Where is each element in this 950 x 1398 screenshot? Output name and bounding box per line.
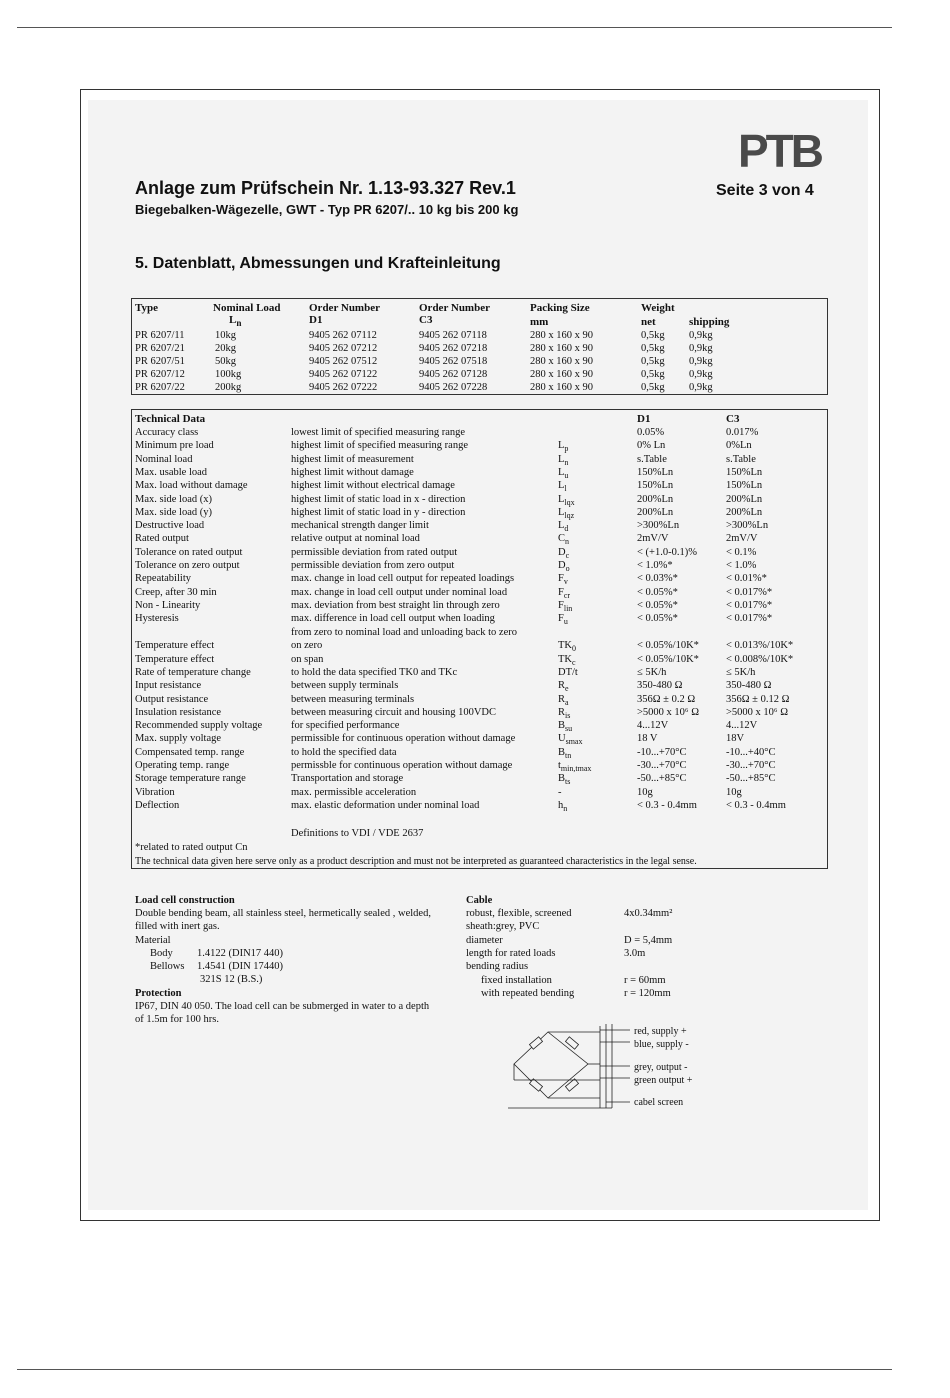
- tech-desc: max. change in load cell output for repeated loadings: [291, 573, 515, 585]
- construction-line2: filled with inert gas.: [135, 921, 220, 932]
- cable-diameter-label: diameter: [466, 935, 503, 946]
- cable-line1-value: 4x0.34mm²: [624, 908, 673, 919]
- technical-col-d1: D1: [637, 413, 651, 425]
- tech-name: Max. supply voltage: [135, 733, 222, 745]
- tech-d1: < 0.05%/10K*: [637, 640, 699, 652]
- tech-desc: from zero to nominal load and unloading back to zero: [291, 626, 517, 638]
- tech-c3: 2mV/V: [726, 533, 758, 545]
- bridge-diamond: [514, 1032, 588, 1098]
- tech-c3: >300%Ln: [726, 520, 769, 532]
- tech-symbol-main: t: [558, 760, 561, 771]
- tech-name: Rate of temperature change: [135, 666, 251, 678]
- tech-c3: s.Table: [726, 453, 756, 465]
- tech-desc: lowest limit of specified measuring range: [291, 427, 466, 438]
- types-cell-weight-shipping: 0,9kg: [689, 382, 713, 393]
- types-cell-weight-net: 0,5kg: [641, 356, 665, 367]
- tech-d1: 150%Ln: [637, 480, 674, 492]
- tech-c3: < 0.3 - 0.4mm: [726, 799, 786, 811]
- tech-symbol-sub: u: [563, 617, 568, 627]
- types-cell-order-d1: 9405 262 07222: [309, 382, 378, 393]
- tech-d1: < 0.3 - 0.4mm: [637, 799, 697, 811]
- col-packing-sub: mm: [530, 316, 549, 328]
- tech-desc: highest limit of measurement: [291, 453, 414, 465]
- tech-name: Operating temp. range: [135, 760, 230, 771]
- tech-symbol-main: TK: [558, 640, 572, 652]
- tech-c3: < 0.017%*: [726, 613, 773, 625]
- tech-symbol-main: F: [558, 613, 564, 625]
- col-order-c3-header: Order Number: [419, 302, 490, 314]
- tech-desc: between supply terminals: [291, 680, 399, 692]
- tech-c3: < 0.008%/10K*: [726, 653, 794, 665]
- tech-c3: < 0.1%: [726, 546, 757, 558]
- cable-length-value: 3.0m: [624, 948, 646, 959]
- tech-d1: < 0.05%*: [637, 586, 678, 598]
- tech-symbol-main: D: [558, 546, 566, 558]
- document-title: Anlage zum Prüfschein Nr. 1.13-93.327 Rev.1: [135, 178, 516, 198]
- tech-symbol-main: -: [558, 786, 562, 798]
- tech-desc: permissible for continuous operation without damage: [291, 733, 516, 745]
- cable-line1: robust, flexible, screened: [466, 908, 572, 919]
- ptb-logo: PTB: [738, 125, 821, 177]
- tech-symbol-main: C: [558, 533, 566, 545]
- tech-symbol-sub: is: [565, 710, 571, 720]
- tech-name: Rated output: [135, 533, 189, 545]
- types-cell-packing-size: 280 x 160 x 90: [530, 382, 593, 393]
- tech-name: Max. side load (y): [135, 506, 212, 518]
- types-cell-type: PR 6207/11: [135, 330, 185, 341]
- tech-desc: permissible deviation from zero output: [291, 560, 455, 571]
- tech-symbol-main: TK: [558, 653, 572, 665]
- tech-name: Deflection: [135, 799, 180, 811]
- tech-c3: 4...12V: [726, 720, 758, 732]
- tech-symbol-sub: c: [565, 550, 570, 560]
- types-cell-weight-shipping: 0,9kg: [689, 369, 713, 380]
- tech-symbol-main: L: [558, 493, 565, 505]
- page-number: Seite 3 von 4: [716, 182, 814, 199]
- types-cell-type: PR 6207/22: [135, 382, 185, 393]
- tech-desc: max. difference in load cell output when loading: [291, 613, 495, 625]
- tech-name: Max. usable load: [135, 466, 208, 478]
- types-cell-weight-shipping: 0,9kg: [689, 343, 713, 354]
- tech-name: Max. side load (x): [135, 493, 212, 505]
- tech-symbol-main: F: [558, 599, 564, 611]
- bottom-rule: [17, 1369, 892, 1370]
- tech-name: Minimum pre load: [135, 440, 214, 452]
- col-nominal-header: Nominal Load: [213, 302, 281, 314]
- tech-name: Storage temperature range: [135, 773, 246, 785]
- footnote: *related to rated output Cn: [135, 842, 248, 853]
- tech-name: Recommended supply voltage: [135, 720, 263, 732]
- tech-symbol-sub: su: [565, 724, 573, 734]
- types-cell-nominal-load: 200kg: [215, 382, 242, 393]
- types-cell-order-c3: 9405 262 07218: [419, 343, 488, 354]
- bellows-label: Bellows: [150, 961, 185, 972]
- tech-c3: 10g: [726, 786, 742, 798]
- tech-d1: 4...12V: [637, 720, 669, 732]
- tech-desc: relative output at nominal load: [291, 533, 420, 545]
- tech-name: Nominal load: [135, 453, 193, 465]
- tech-symbol-main: R: [558, 693, 566, 705]
- tech-desc: between measuring circuit and housing 100VDC: [291, 706, 496, 718]
- material-label: Material: [135, 935, 171, 946]
- tech-symbol-main: L: [558, 440, 565, 452]
- cable-fixed-value: r = 60mm: [624, 975, 666, 986]
- body-value: 1.4122 (DIN17 440): [197, 948, 284, 959]
- tech-c3: 200%Ln: [726, 493, 763, 505]
- cable-fixed-label: fixed installation: [481, 975, 552, 986]
- tech-d1: < 0.03%*: [637, 573, 678, 585]
- tech-d1: 0% Ln: [637, 440, 666, 452]
- wire-output-plus: green output +: [634, 1075, 693, 1086]
- tech-symbol-sub: tn: [565, 750, 572, 760]
- protection-heading: Protection: [135, 988, 182, 999]
- types-cell-packing-size: 280 x 160 x 90: [530, 369, 593, 380]
- types-cell-order-d1: 9405 262 07212: [309, 343, 378, 354]
- tech-c3: < 1.0%: [726, 560, 757, 571]
- tech-symbol-main: D: [558, 560, 566, 571]
- col-order-d1-header: Order Number: [309, 302, 380, 314]
- tech-desc: to hold the data specified TK0 and TKc: [291, 666, 458, 678]
- tech-d1: 356Ω ± 0.2 Ω: [637, 693, 696, 705]
- tech-name: Hysteresis: [135, 613, 179, 625]
- types-cell-packing-size: 280 x 160 x 90: [530, 356, 593, 367]
- cable-diameter-value: D = 5,4mm: [624, 935, 673, 946]
- types-cell-weight-net: 0,5kg: [641, 343, 665, 354]
- tech-symbol-sub: n: [565, 537, 570, 547]
- technical-data-table: [131, 409, 828, 869]
- tech-name: Tolerance on zero output: [135, 560, 240, 571]
- tech-d1: s.Table: [637, 453, 667, 465]
- tech-desc: for specified performance: [291, 720, 400, 732]
- types-cell-order-d1: 9405 262 07122: [309, 369, 378, 380]
- types-cell-packing-size: 280 x 160 x 90: [530, 343, 593, 354]
- tech-desc: max. permissible acceleration: [291, 786, 417, 798]
- technical-col-c3: C3: [726, 413, 740, 425]
- tech-c3: >5000 x 10⁶ Ω: [726, 706, 789, 718]
- col-type-header: Type: [135, 302, 159, 314]
- tech-symbol-main: B: [558, 773, 566, 785]
- tech-name: Non - Linearity: [135, 599, 201, 611]
- tech-symbol-sub: u: [564, 470, 569, 480]
- tech-d1: >5000 x 10⁶ Ω: [637, 706, 700, 718]
- wire-screen: cabel screen: [634, 1097, 684, 1108]
- tech-symbol-sub: lqx: [564, 497, 575, 507]
- types-cell-order-c3: 9405 262 07128: [419, 369, 488, 380]
- types-table: [131, 298, 828, 395]
- tech-desc: between measuring terminals: [291, 693, 415, 705]
- tech-symbol-sub: lqz: [564, 510, 575, 520]
- tech-symbol-main: L: [558, 453, 565, 465]
- tech-c3: 18V: [726, 733, 745, 745]
- col-weight-net: net: [641, 316, 656, 328]
- tech-c3: -50...+85°C: [726, 773, 776, 785]
- tech-d1: -50...+85°C: [637, 773, 687, 785]
- types-cell-order-d1: 9405 262 07512: [309, 356, 378, 367]
- tech-name: Input resistance: [135, 680, 202, 692]
- tech-symbol-main: U: [558, 733, 566, 745]
- tech-name: Accuracy class: [135, 427, 199, 438]
- types-cell-nominal-load: 20kg: [215, 343, 236, 354]
- tech-symbol-main: L: [558, 520, 565, 532]
- tech-c3: 356Ω ± 0.12 Ω: [726, 693, 790, 705]
- cable-repeated-label: with repeated bending: [481, 988, 575, 999]
- tech-c3: 0.017%: [726, 427, 759, 438]
- types-cell-type: PR 6207/21: [135, 343, 185, 354]
- tech-c3: 150%Ln: [726, 466, 763, 478]
- tech-c3: < 0.017%*: [726, 586, 773, 598]
- tech-d1: >300%Ln: [637, 520, 680, 532]
- wire-supply-plus: red, supply +: [634, 1026, 687, 1037]
- tech-c3: < 0.01%*: [726, 573, 767, 585]
- tech-name: Compensated temp. range: [135, 746, 245, 758]
- cable-length-label: length for rated loads: [466, 948, 556, 959]
- tech-c3: < 0.013%/10K*: [726, 640, 794, 652]
- tech-desc: to hold the specified data: [291, 746, 397, 758]
- technical-header: Technical Data: [135, 413, 206, 425]
- tech-symbol: [558, 612, 568, 628]
- tech-c3: -10...+40°C: [726, 746, 776, 758]
- tech-symbol-sub: min,tmax: [560, 764, 592, 774]
- types-cell-weight-net: 0,5kg: [641, 330, 665, 341]
- wire-output-minus: grey, output -: [634, 1062, 688, 1073]
- types-cell-nominal-load: 100kg: [215, 369, 242, 380]
- types-cell-packing-size: 280 x 160 x 90: [530, 330, 593, 341]
- tech-symbol-sub: d: [564, 524, 569, 534]
- tech-symbol-sub: e: [565, 684, 569, 694]
- tech-d1: 150%Ln: [637, 466, 674, 478]
- cable-heading: Cable: [466, 895, 493, 906]
- col-order-c3-sub: C3: [419, 314, 433, 326]
- construction-heading: Load cell construction: [135, 895, 235, 906]
- tech-d1: < 0.05%/10K*: [637, 653, 699, 665]
- types-cell-order-c3: 9405 262 07228: [419, 382, 488, 393]
- types-cell-order-d1: 9405 262 07112: [309, 330, 377, 341]
- types-cell-order-c3: 9405 262 07518: [419, 356, 488, 367]
- tech-symbol-sub: n: [564, 457, 569, 467]
- tech-name: Destructive load: [135, 520, 205, 532]
- tech-name: Repeatability: [135, 573, 191, 585]
- tech-desc: highest limit without electrical damage: [291, 480, 455, 492]
- definitions-note: Definitions to VDI / VDE 2637: [291, 828, 424, 839]
- tech-symbol-main: h: [558, 799, 564, 811]
- tech-symbol-sub: l: [564, 484, 567, 494]
- types-cell-weight-shipping: 0,9kg: [689, 330, 713, 341]
- tech-c3: 350-480 Ω: [726, 680, 772, 692]
- body-label: Body: [150, 948, 173, 959]
- tech-symbol-sub: ts: [565, 777, 571, 787]
- col-packing-header: Packing Size: [530, 302, 590, 314]
- tech-name: Temperature effect: [135, 653, 215, 665]
- tech-symbol-sub: c: [572, 657, 576, 667]
- tech-d1: 10g: [637, 786, 653, 798]
- tech-d1: < (+1.0-0.1)%: [637, 546, 697, 558]
- types-cell-weight-net: 0,5kg: [641, 369, 665, 380]
- cable-line2: sheath:grey, PVC: [466, 921, 540, 932]
- tech-d1: < 1.0%*: [637, 560, 673, 571]
- tech-c3: ≤ 5K/h: [726, 666, 756, 678]
- tech-d1: 200%Ln: [637, 493, 674, 505]
- tech-desc: on span: [291, 653, 324, 665]
- tech-d1: -10...+70°C: [637, 746, 687, 758]
- cable-bending-label: bending radius: [466, 961, 529, 972]
- wire-supply-minus: blue, supply -: [634, 1039, 689, 1050]
- bellows-value2: 321S 12 (B.S.): [200, 974, 263, 985]
- types-cell-nominal-load: 50kg: [215, 356, 236, 367]
- col-weight-header: Weight: [641, 302, 675, 314]
- tech-symbol: [558, 799, 567, 815]
- cable-repeated-value: r = 120mm: [624, 988, 671, 999]
- tech-symbol-sub: smax: [565, 737, 583, 747]
- tech-c3: -30...+70°C: [726, 760, 776, 771]
- tech-c3: 200%Ln: [726, 506, 763, 518]
- tech-d1: 2mV/V: [637, 533, 669, 545]
- tech-d1: 200%Ln: [637, 506, 674, 518]
- tech-desc: permissible deviation from rated output: [291, 546, 458, 558]
- tech-desc: highest limit of static load in y - direction: [291, 506, 466, 518]
- tech-desc: max. elastic deformation under nominal load: [291, 799, 480, 811]
- tech-desc: permissble for continuous operation without damage: [291, 760, 513, 771]
- tech-desc: highest limit of static load in x - direction: [291, 493, 466, 505]
- types-cell-order-c3: 9405 262 07118: [419, 330, 487, 341]
- tech-name: Insulation resistance: [135, 706, 222, 718]
- tech-d1: < 0.05%*: [637, 613, 678, 625]
- tech-desc: highest limit of specified measuring range: [291, 440, 468, 452]
- tech-symbol-main: L: [558, 506, 565, 518]
- tech-symbol-main: L: [558, 480, 565, 492]
- tech-symbol-sub: lin: [563, 603, 573, 613]
- tech-symbol-main: DT/t: [558, 666, 578, 678]
- tech-c3: < 0.017%*: [726, 599, 773, 611]
- document-subtitle: Biegebalken-Wägezelle, GWT - Typ PR 6207/.. 10 kg bis 200 kg: [135, 202, 519, 217]
- types-cell-weight-shipping: 0,9kg: [689, 356, 713, 367]
- tech-d1: ≤ 5K/h: [637, 666, 667, 678]
- types-cell-weight-net: 0,5kg: [641, 382, 665, 393]
- tech-d1: 0.05%: [637, 427, 665, 438]
- col-weight-shipping: shipping: [689, 316, 730, 328]
- col-order-d1-sub: D1: [309, 314, 323, 326]
- tech-symbol-sub: cr: [563, 590, 571, 600]
- bellows-value: 1.4541 (DIN 17440): [197, 961, 284, 972]
- tech-desc: mechanical strength danger limit: [291, 520, 429, 532]
- tech-name: Temperature effect: [135, 640, 215, 652]
- tech-desc: max. deviation from best straight lin through zero: [291, 599, 500, 611]
- tech-symbol-sub: o: [565, 564, 570, 574]
- disclaimer: The technical data given here serve only as a product description and must not be interpreted as guaranteed characteristics in the legal sense.: [135, 856, 697, 867]
- tech-symbol-sub: 0: [572, 644, 576, 654]
- tech-d1: 18 V: [637, 733, 658, 745]
- tech-c3: 150%Ln: [726, 480, 763, 492]
- top-rule: [17, 27, 892, 28]
- tech-symbol-main: F: [558, 586, 564, 598]
- tech-desc: Transportation and storage: [291, 773, 404, 785]
- tech-symbol-main: F: [558, 573, 564, 585]
- protection-line1: IP67, DIN 40 050. The load cell can be submerged in water to a depth: [135, 1001, 430, 1012]
- tech-name: Tolerance on rated output: [135, 546, 243, 558]
- tech-name: Output resistance: [135, 693, 209, 705]
- tech-d1: < 0.05%*: [637, 599, 678, 611]
- tech-symbol-main: B: [558, 746, 566, 758]
- protection-line2: of 1.5m for 100 hrs.: [135, 1014, 219, 1025]
- tech-desc: on zero: [291, 640, 323, 652]
- tech-symbol-sub: p: [564, 444, 569, 454]
- tech-c3: 0%Ln: [726, 440, 752, 452]
- tech-symbol-sub: n: [563, 803, 568, 813]
- tech-symbol-sub: v: [563, 577, 568, 587]
- types-cell-nominal-load: 10kg: [215, 330, 236, 341]
- tech-d1: -30...+70°C: [637, 760, 687, 771]
- tech-symbol-main: R: [558, 706, 566, 718]
- tech-symbol-main: B: [558, 720, 566, 732]
- tech-desc: max. change in load cell output under nominal load: [291, 586, 508, 598]
- tech-name: Vibration: [135, 786, 175, 798]
- tech-symbol-sub: a: [565, 697, 569, 707]
- tech-name: Max. load without damage: [135, 480, 248, 492]
- types-cell-type: PR 6207/51: [135, 356, 185, 367]
- section-heading: 5. Datenblatt, Abmessungen und Krafteinleitung: [135, 255, 501, 272]
- tech-symbol-main: L: [558, 466, 565, 478]
- construction-line1: Double bending beam, all stainless steel, hermetically sealed , welded,: [135, 908, 431, 919]
- tech-d1: 350-480 Ω: [637, 680, 683, 692]
- tech-symbol-main: R: [558, 680, 566, 692]
- col-nominal-symbol: $L_n$: [229, 314, 242, 329]
- tech-name: Creep, after 30 min: [135, 586, 217, 598]
- types-cell-type: PR 6207/12: [135, 369, 185, 380]
- tech-desc: highest limit without damage: [291, 466, 414, 478]
